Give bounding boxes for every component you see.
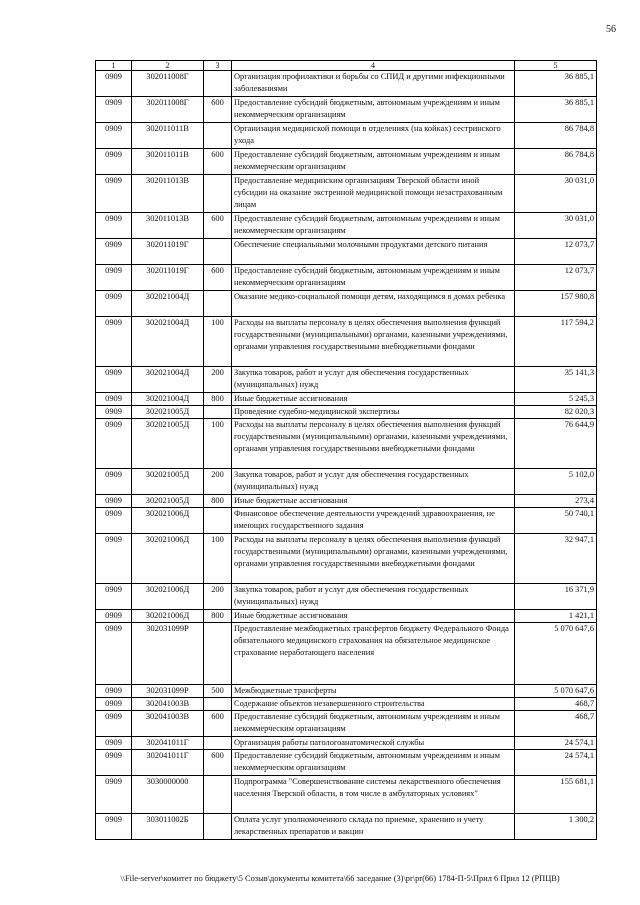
table-row bbox=[96, 239, 597, 265]
cell-c3: 600 bbox=[204, 750, 232, 776]
cell-c4: Расходы на выплаты персоналу в целях обеспечения выполнения функций государственными (муниципальными) органами, казенными учреждениями, органами управления государственными внебюджетными фондами bbox=[232, 419, 515, 469]
cell-c2: 302011008Г bbox=[132, 97, 204, 123]
cell-c5: 157 980,8 bbox=[515, 291, 597, 317]
cell-c5: 468,7 bbox=[515, 711, 597, 737]
cell-c2: 302021004Д bbox=[132, 393, 204, 406]
column-header-5: 5 bbox=[515, 61, 597, 71]
cell-c3: 600 bbox=[204, 711, 232, 737]
cell-c5: 117 594,2 bbox=[515, 317, 597, 367]
cell-c2: 302041011Г bbox=[132, 750, 204, 776]
table-row bbox=[96, 123, 597, 149]
cell-c2: 302011013В bbox=[132, 213, 204, 239]
cell-c5: 5 102,0 bbox=[515, 469, 597, 495]
cell-c3 bbox=[204, 291, 232, 317]
cell-c3: 600 bbox=[204, 265, 232, 291]
cell-c5: 24 574,1 bbox=[515, 750, 597, 776]
cell-c5: 24 574,1 bbox=[515, 737, 597, 750]
page-number: 56 bbox=[606, 24, 616, 35]
cell-c2: 302041003В bbox=[132, 711, 204, 737]
cell-c4: Организация работы патологоанатомической службы bbox=[232, 737, 515, 750]
cell-c5: 5 070 647,6 bbox=[515, 623, 597, 685]
cell-c3: 100 bbox=[204, 419, 232, 469]
table-row bbox=[96, 623, 597, 685]
cell-c1: 0909 bbox=[96, 97, 132, 123]
cell-c2: 302021006Д bbox=[132, 534, 204, 584]
table-row bbox=[96, 534, 597, 584]
cell-c2: 302021005Д bbox=[132, 495, 204, 508]
cell-c3 bbox=[204, 623, 232, 685]
cell-c2: 302021005Д bbox=[132, 419, 204, 469]
cell-c4: Предоставление субсидий бюджетным, автономным учреждениям и иным некоммерческим организациям bbox=[232, 711, 515, 737]
cell-c4: Оказание медико-социальной помощи детям, находящимся в домах ребенка bbox=[232, 291, 515, 317]
column-header-3: 3 bbox=[204, 61, 232, 71]
cell-c1: 0909 bbox=[96, 623, 132, 685]
table-row bbox=[96, 776, 597, 814]
table-row bbox=[96, 685, 597, 698]
cell-c3: 600 bbox=[204, 213, 232, 239]
cell-c5: 16 371,9 bbox=[515, 584, 597, 610]
column-header-4: 4 bbox=[232, 61, 515, 71]
cell-c3: 500 bbox=[204, 685, 232, 698]
cell-c3 bbox=[204, 406, 232, 419]
cell-c1: 0909 bbox=[96, 393, 132, 406]
cell-c4: Финансовое обеспечение деятельности учреждений здравоохранения, не имеющих государственного задания bbox=[232, 508, 515, 534]
cell-c2: 302011008Г bbox=[132, 71, 204, 97]
table-row bbox=[96, 814, 597, 840]
cell-c5: 12 073,7 bbox=[515, 265, 597, 291]
cell-c2: 302021004Д bbox=[132, 317, 204, 367]
cell-c2: 302021006Д bbox=[132, 610, 204, 623]
table-row bbox=[96, 737, 597, 750]
cell-c5: 273,4 bbox=[515, 495, 597, 508]
cell-c4: Иные бюджетные ассигнования bbox=[232, 393, 515, 406]
cell-c3 bbox=[204, 814, 232, 840]
cell-c3: 100 bbox=[204, 534, 232, 584]
cell-c1: 0909 bbox=[96, 419, 132, 469]
cell-c2: 302031099Р bbox=[132, 623, 204, 685]
table-row bbox=[96, 469, 597, 495]
cell-c1: 0909 bbox=[96, 750, 132, 776]
cell-c2: 302011011В bbox=[132, 123, 204, 149]
cell-c2: 302041011Г bbox=[132, 737, 204, 750]
cell-c5: 30 031,0 bbox=[515, 175, 597, 213]
table-row bbox=[96, 265, 597, 291]
table-row bbox=[96, 698, 597, 711]
cell-c5: 30 031,0 bbox=[515, 213, 597, 239]
cell-c3 bbox=[204, 737, 232, 750]
cell-c2: 302021004Д bbox=[132, 367, 204, 393]
cell-c4: Содержание объектов незавершенного строительства bbox=[232, 698, 515, 711]
cell-c4: Организация медицинской помощи в отделениях (на койках) сестринского ухода bbox=[232, 123, 515, 149]
cell-c4: Предоставление субсидий бюджетным, автономным учреждениям и иным некоммерческим организациям bbox=[232, 213, 515, 239]
cell-c1: 0909 bbox=[96, 584, 132, 610]
cell-c4: Закупка товаров, работ и услуг для обеспечения государственных (муниципальных) нужд bbox=[232, 367, 515, 393]
cell-c1: 0909 bbox=[96, 367, 132, 393]
cell-c4: Обеспечение специальными молочными продуктами детского питания bbox=[232, 239, 515, 265]
table-row bbox=[96, 97, 597, 123]
cell-c5: 36 885,1 bbox=[515, 71, 597, 97]
cell-c3 bbox=[204, 175, 232, 213]
table-row bbox=[96, 175, 597, 213]
cell-c2: 302011011В bbox=[132, 149, 204, 175]
cell-c3: 800 bbox=[204, 495, 232, 508]
cell-c5: 12 073,7 bbox=[515, 239, 597, 265]
cell-c1: 0909 bbox=[96, 175, 132, 213]
cell-c5: 5 245,3 bbox=[515, 393, 597, 406]
cell-c3: 600 bbox=[204, 149, 232, 175]
cell-c5: 86 784,8 bbox=[515, 149, 597, 175]
cell-c2: 302011019Г bbox=[132, 239, 204, 265]
cell-c2: 302021005Д bbox=[132, 469, 204, 495]
table-row bbox=[96, 317, 597, 367]
cell-c1: 0909 bbox=[96, 406, 132, 419]
cell-c5: 76 644,9 bbox=[515, 419, 597, 469]
cell-c4: Предоставление субсидий бюджетным, автономным учреждениям и иным некоммерческим организациям bbox=[232, 97, 515, 123]
cell-c1: 0909 bbox=[96, 123, 132, 149]
cell-c5: 86 784,8 bbox=[515, 123, 597, 149]
cell-c2: 302021006Д bbox=[132, 508, 204, 534]
cell-c3 bbox=[204, 123, 232, 149]
cell-c5: 1 300,2 bbox=[515, 814, 597, 840]
cell-c4: Оплата услуг уполномоченного склада по приемке, хранению и учету лекарственных препаратов и вакцин bbox=[232, 814, 515, 840]
cell-c4: Предоставление субсидий бюджетным, автономным учреждениям и иным некоммерческим организациям bbox=[232, 265, 515, 291]
cell-c3 bbox=[204, 698, 232, 711]
cell-c3: 200 bbox=[204, 367, 232, 393]
cell-c1: 0909 bbox=[96, 610, 132, 623]
budget-table bbox=[95, 60, 597, 840]
cell-c2: 302021006Д bbox=[132, 584, 204, 610]
cell-c1: 0909 bbox=[96, 265, 132, 291]
cell-c1: 0909 bbox=[96, 508, 132, 534]
cell-c4: Иные бюджетные ассигнования bbox=[232, 610, 515, 623]
cell-c3 bbox=[204, 508, 232, 534]
cell-c1: 0909 bbox=[96, 239, 132, 265]
cell-c3: 200 bbox=[204, 469, 232, 495]
cell-c4: Закупка товаров, работ и услуг для обеспечения государственных (муниципальных) нужд bbox=[232, 584, 515, 610]
cell-c5: 35 141,3 bbox=[515, 367, 597, 393]
cell-c5: 82 020,3 bbox=[515, 406, 597, 419]
cell-c2: 303011002Б bbox=[132, 814, 204, 840]
cell-c1: 0909 bbox=[96, 685, 132, 698]
cell-c3: 200 bbox=[204, 584, 232, 610]
cell-c5: 5 070 647,6 bbox=[515, 685, 597, 698]
cell-c2: 302041003В bbox=[132, 698, 204, 711]
cell-c5: 36 885,1 bbox=[515, 97, 597, 123]
cell-c2: 302031099Р bbox=[132, 685, 204, 698]
cell-c5: 50 740,1 bbox=[515, 508, 597, 534]
cell-c1: 0909 bbox=[96, 213, 132, 239]
cell-c3: 600 bbox=[204, 97, 232, 123]
cell-c1: 0909 bbox=[96, 698, 132, 711]
column-header-2: 2 bbox=[132, 61, 204, 71]
table-row bbox=[96, 508, 597, 534]
cell-c4: Предоставление субсидий бюджетным, автономным учреждениям и иным некоммерческим организациям bbox=[232, 750, 515, 776]
cell-c1: 0909 bbox=[96, 814, 132, 840]
table-header-row bbox=[96, 61, 597, 71]
cell-c5: 32 947,1 bbox=[515, 534, 597, 584]
cell-c2: 302011013В bbox=[132, 175, 204, 213]
table-body bbox=[96, 71, 597, 840]
cell-c1: 0909 bbox=[96, 291, 132, 317]
cell-c4: Межбюджетные трансферты bbox=[232, 685, 515, 698]
cell-c5: 468,7 bbox=[515, 698, 597, 711]
cell-c1: 0909 bbox=[96, 495, 132, 508]
table-row bbox=[96, 367, 597, 393]
cell-c4: Предоставление медицинским организациям Тверской области иной субсидии на оказание экстренной медицинской помощи незастрахованным лицам bbox=[232, 175, 515, 213]
cell-c2: 302021005Д bbox=[132, 406, 204, 419]
table-row bbox=[96, 419, 597, 469]
table-row bbox=[96, 291, 597, 317]
cell-c4: Проведение судебно-медицинской экспертизы bbox=[232, 406, 515, 419]
cell-c2: 302021004Д bbox=[132, 291, 204, 317]
cell-c4: Иные бюджетные ассигнования bbox=[232, 495, 515, 508]
table-row bbox=[96, 750, 597, 776]
cell-c3: 800 bbox=[204, 393, 232, 406]
cell-c3: 800 bbox=[204, 610, 232, 623]
file-path-footer: \\File-server\комитет по бюджету\5 Созыв\документы комитета\66 заседание (3)\pr\pr(66) 1784-П-5\Прил 6 Прил 12 (РПЦВ) bbox=[120, 874, 560, 883]
cell-c1: 0909 bbox=[96, 534, 132, 584]
column-header-1: 1 bbox=[96, 61, 132, 71]
cell-c4: Предоставление субсидий бюджетным, автономным учреждениям и иным некоммерческим организациям bbox=[232, 149, 515, 175]
table-row bbox=[96, 393, 597, 406]
cell-c4: Расходы на выплаты персоналу в целях обеспечения выполнения функций государственными (муниципальными) органами, казенными учреждениями, органами управления государственными внебюджетными фондами bbox=[232, 317, 515, 367]
table-row bbox=[96, 711, 597, 737]
cell-c1: 0909 bbox=[96, 711, 132, 737]
cell-c5: 1 421,1 bbox=[515, 610, 597, 623]
cell-c3: 100 bbox=[204, 317, 232, 367]
cell-c3 bbox=[204, 239, 232, 265]
table-row bbox=[96, 584, 597, 610]
cell-c4: Организация профилактики и борьбы со СПИД и другими инфекционными заболеваниями bbox=[232, 71, 515, 97]
cell-c3 bbox=[204, 71, 232, 97]
cell-c2: 302011019Г bbox=[132, 265, 204, 291]
cell-c4: Закупка товаров, работ и услуг для обеспечения государственных (муниципальных) нужд bbox=[232, 469, 515, 495]
table-row bbox=[96, 149, 597, 175]
cell-c1: 0909 bbox=[96, 776, 132, 814]
table-row bbox=[96, 610, 597, 623]
cell-c1: 0909 bbox=[96, 317, 132, 367]
cell-c4: Предоставление межбюджетных трансфертов бюджету Федерального Фонда обязательного медицинского страхования на обязательное медицинское страхование неработающего населения bbox=[232, 623, 515, 685]
table-row bbox=[96, 213, 597, 239]
cell-c1: 0909 bbox=[96, 469, 132, 495]
cell-c2: 3030000000 bbox=[132, 776, 204, 814]
cell-c4: Расходы на выплаты персоналу в целях обеспечения выполнения функций государственными (муниципальными) органами, казенными учреждениями, органами управления государственными внебюджетными фондами bbox=[232, 534, 515, 584]
cell-c1: 0909 bbox=[96, 149, 132, 175]
cell-c4: Подпрограмма "Совершенствование системы лекарственного обеспечения населения Тверской области, в том числе в амбулаторных условиях" bbox=[232, 776, 515, 814]
cell-c1: 0909 bbox=[96, 71, 132, 97]
table-row bbox=[96, 71, 597, 97]
cell-c1: 0909 bbox=[96, 737, 132, 750]
table-row bbox=[96, 406, 597, 419]
cell-c3 bbox=[204, 776, 232, 814]
cell-c5: 155 681,1 bbox=[515, 776, 597, 814]
table-row bbox=[96, 495, 597, 508]
